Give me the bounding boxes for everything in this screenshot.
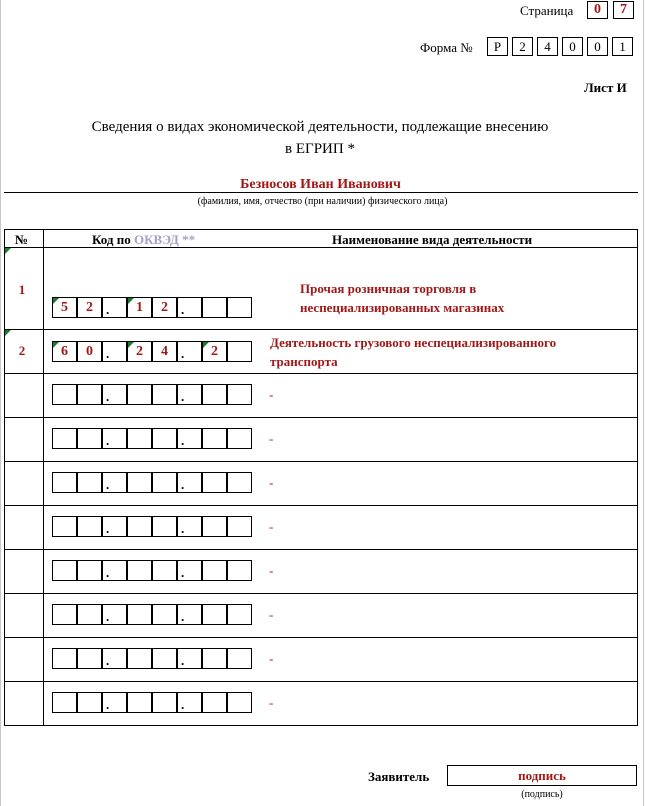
signature-caption: (подпись) bbox=[521, 789, 563, 800]
okved-code-cell[interactable] bbox=[227, 341, 252, 362]
okved-code-cell[interactable]: 2 bbox=[77, 297, 102, 318]
form-label: Форма № bbox=[420, 40, 473, 55]
okved-code-cell[interactable] bbox=[152, 692, 177, 713]
okved-code-cell[interactable] bbox=[52, 692, 77, 713]
activity-name-line: неспециализированных магазинах bbox=[300, 300, 505, 315]
okved-code-cell[interactable] bbox=[52, 560, 77, 581]
column-header-okved: ОКВЭД ** bbox=[133, 232, 196, 247]
activity-name-line: Деятельность грузового неспециализированного bbox=[270, 335, 557, 350]
okved-code-cell[interactable] bbox=[52, 516, 77, 537]
row-number: 1 bbox=[18, 282, 26, 297]
okved-code-cell[interactable]: 2 bbox=[127, 341, 152, 362]
table-row-divider bbox=[4, 461, 638, 462]
okved-code-cell[interactable] bbox=[127, 648, 152, 669]
okved-dot: . bbox=[106, 565, 110, 580]
column-header-activity-name: Наименование вида деятельности bbox=[332, 232, 533, 247]
okved-code-cell[interactable] bbox=[202, 384, 227, 405]
okved-dot: . bbox=[181, 433, 185, 448]
document-title-line2: в ЕГРИП * bbox=[285, 141, 355, 157]
person-name-caption: (фамилия, имя, отчество (при наличии) физического лица) bbox=[197, 196, 448, 207]
okved-code-cell[interactable] bbox=[127, 560, 152, 581]
okved-code-cell[interactable] bbox=[77, 428, 102, 449]
okved-code-cell[interactable] bbox=[227, 648, 252, 669]
cell-marker bbox=[53, 298, 59, 304]
okved-dot: . bbox=[106, 521, 110, 536]
okved-code-cell[interactable] bbox=[152, 604, 177, 625]
okved-dot: . bbox=[106, 302, 110, 317]
okved-dot: . bbox=[181, 477, 185, 492]
okved-dot: . bbox=[106, 609, 110, 624]
okved-code-cell[interactable] bbox=[227, 692, 252, 713]
okved-dot: . bbox=[106, 346, 110, 361]
page-right-edge bbox=[643, 0, 644, 806]
okved-dot: . bbox=[181, 609, 185, 624]
okved-code-cell[interactable]: 0 bbox=[77, 341, 102, 362]
activity-name-empty[interactable]: - bbox=[269, 519, 274, 534]
page-digit-cell[interactable]: 7 bbox=[613, 1, 634, 19]
okved-code-cell[interactable]: 2 bbox=[202, 341, 227, 362]
okved-code-cell[interactable]: 2 bbox=[152, 297, 177, 318]
okved-code-cell[interactable] bbox=[227, 560, 252, 581]
table-row-divider bbox=[4, 417, 638, 418]
signature-field[interactable]: подпись bbox=[447, 765, 637, 786]
cell-marker bbox=[128, 342, 134, 348]
person-name[interactable]: Безносов Иван Иванович bbox=[240, 177, 401, 192]
okved-code-cell[interactable] bbox=[202, 297, 227, 318]
okved-code-cell[interactable] bbox=[127, 692, 152, 713]
okved-dot: . bbox=[106, 653, 110, 668]
activity-name[interactable] bbox=[300, 279, 504, 317]
okved-code-cell[interactable] bbox=[52, 428, 77, 449]
table-row-divider bbox=[4, 593, 638, 594]
activity-name-empty[interactable]: - bbox=[269, 431, 274, 446]
okved-code-cell[interactable]: 5 bbox=[52, 297, 77, 318]
okved-dot: . bbox=[181, 302, 185, 317]
okved-code-cell[interactable] bbox=[152, 428, 177, 449]
okved-dot: . bbox=[106, 697, 110, 712]
okved-code-cell[interactable] bbox=[202, 428, 227, 449]
row-number: 2 bbox=[18, 343, 26, 358]
activity-name-empty[interactable]: - bbox=[269, 475, 274, 490]
form-digit-cell: Р bbox=[487, 37, 508, 56]
row-marker bbox=[5, 330, 11, 336]
okved-code-cell[interactable] bbox=[227, 297, 252, 318]
page-label: Страница bbox=[520, 3, 574, 18]
okved-code-cell[interactable] bbox=[127, 516, 152, 537]
okved-dot: . bbox=[106, 389, 110, 404]
okved-code-cell[interactable] bbox=[227, 384, 252, 405]
okved-code-cell[interactable] bbox=[227, 604, 252, 625]
table-row-divider bbox=[4, 329, 638, 330]
okved-code-cell[interactable] bbox=[52, 384, 77, 405]
page-digit-cell[interactable]: 0 bbox=[587, 1, 608, 19]
activity-name-empty[interactable]: - bbox=[269, 651, 274, 666]
okved-code-cell[interactable]: 1 bbox=[127, 297, 152, 318]
okved-code-cell[interactable] bbox=[152, 560, 177, 581]
okved-code-cell[interactable] bbox=[127, 384, 152, 405]
column-header-code-prefix: Код по bbox=[92, 232, 131, 247]
activity-name-line: транспорта bbox=[270, 354, 338, 369]
okved-code-cell[interactable] bbox=[77, 560, 102, 581]
okved-code-cell[interactable]: 4 bbox=[152, 341, 177, 362]
cell-marker bbox=[53, 342, 59, 348]
document-title-line1: Сведения о видах экономической деятельности, подлежащие внесению bbox=[91, 119, 549, 135]
okved-code-cell[interactable] bbox=[127, 428, 152, 449]
okved-code-cell[interactable] bbox=[77, 472, 102, 493]
form-digit-cell: 0 bbox=[562, 37, 583, 56]
table-row-divider bbox=[4, 549, 638, 550]
okved-code-cell[interactable] bbox=[202, 516, 227, 537]
okved-code-cell[interactable] bbox=[152, 516, 177, 537]
okved-dot: . bbox=[181, 653, 185, 668]
form-digit-cell: 4 bbox=[537, 37, 558, 56]
okved-code-cell[interactable] bbox=[202, 472, 227, 493]
okved-code-cell[interactable] bbox=[227, 428, 252, 449]
okved-code-cell[interactable] bbox=[152, 384, 177, 405]
okved-code-cell[interactable] bbox=[52, 472, 77, 493]
table-row-divider bbox=[4, 373, 638, 374]
okved-code-cell[interactable] bbox=[127, 472, 152, 493]
okved-code-cell[interactable] bbox=[227, 472, 252, 493]
okved-code-cell[interactable] bbox=[77, 692, 102, 713]
table-row-divider bbox=[4, 681, 638, 682]
okved-dot: . bbox=[181, 346, 185, 361]
okved-code-cell[interactable] bbox=[227, 516, 252, 537]
okved-dot: . bbox=[106, 477, 110, 492]
okved-code-cell[interactable] bbox=[202, 648, 227, 669]
okved-code-cell[interactable] bbox=[127, 604, 152, 625]
okved-code-cell[interactable] bbox=[202, 604, 227, 625]
okved-code-cell[interactable] bbox=[77, 604, 102, 625]
table-row-divider bbox=[4, 505, 638, 506]
form-digit-cell: 2 bbox=[512, 37, 533, 56]
okved-dot: . bbox=[181, 697, 185, 712]
form-digit-cell: 0 bbox=[587, 37, 608, 56]
cell-marker bbox=[203, 342, 209, 348]
okved-code-cell[interactable] bbox=[202, 692, 227, 713]
okved-code-cell[interactable] bbox=[77, 384, 102, 405]
name-underline bbox=[4, 192, 638, 193]
column-header-number: № bbox=[15, 232, 29, 247]
cell-marker bbox=[128, 298, 134, 304]
okved-code-cell[interactable]: 6 bbox=[52, 341, 77, 362]
okved-dot: . bbox=[106, 433, 110, 448]
okved-dot: . bbox=[181, 389, 185, 404]
okved-code-cell[interactable] bbox=[202, 560, 227, 581]
activity-name[interactable] bbox=[270, 333, 556, 371]
column-header-code bbox=[92, 232, 195, 248]
activity-name-line: Прочая розничная торговля в bbox=[300, 281, 477, 296]
activity-name-empty[interactable]: - bbox=[269, 563, 274, 578]
okved-code-cell[interactable] bbox=[52, 648, 77, 669]
okved-code-cell[interactable] bbox=[77, 648, 102, 669]
okved-code-cell[interactable] bbox=[152, 648, 177, 669]
activity-name-empty[interactable]: - bbox=[269, 695, 274, 710]
okved-code-cell[interactable] bbox=[152, 472, 177, 493]
form-digit-cell: 1 bbox=[612, 37, 633, 56]
activity-name-empty[interactable]: - bbox=[269, 607, 274, 622]
table-column-divider bbox=[43, 229, 44, 726]
okved-dot: . bbox=[181, 565, 185, 580]
page-left-edge bbox=[0, 0, 1, 806]
okved-code-cell[interactable] bbox=[52, 604, 77, 625]
activity-name-empty[interactable]: - bbox=[269, 387, 274, 402]
table-row-divider bbox=[4, 637, 638, 638]
okved-code-cell[interactable] bbox=[77, 516, 102, 537]
okved-dot: . bbox=[181, 521, 185, 536]
applicant-label: Заявитель bbox=[368, 769, 430, 784]
row-marker bbox=[5, 248, 11, 254]
sheet-label: Лист И bbox=[584, 80, 627, 95]
